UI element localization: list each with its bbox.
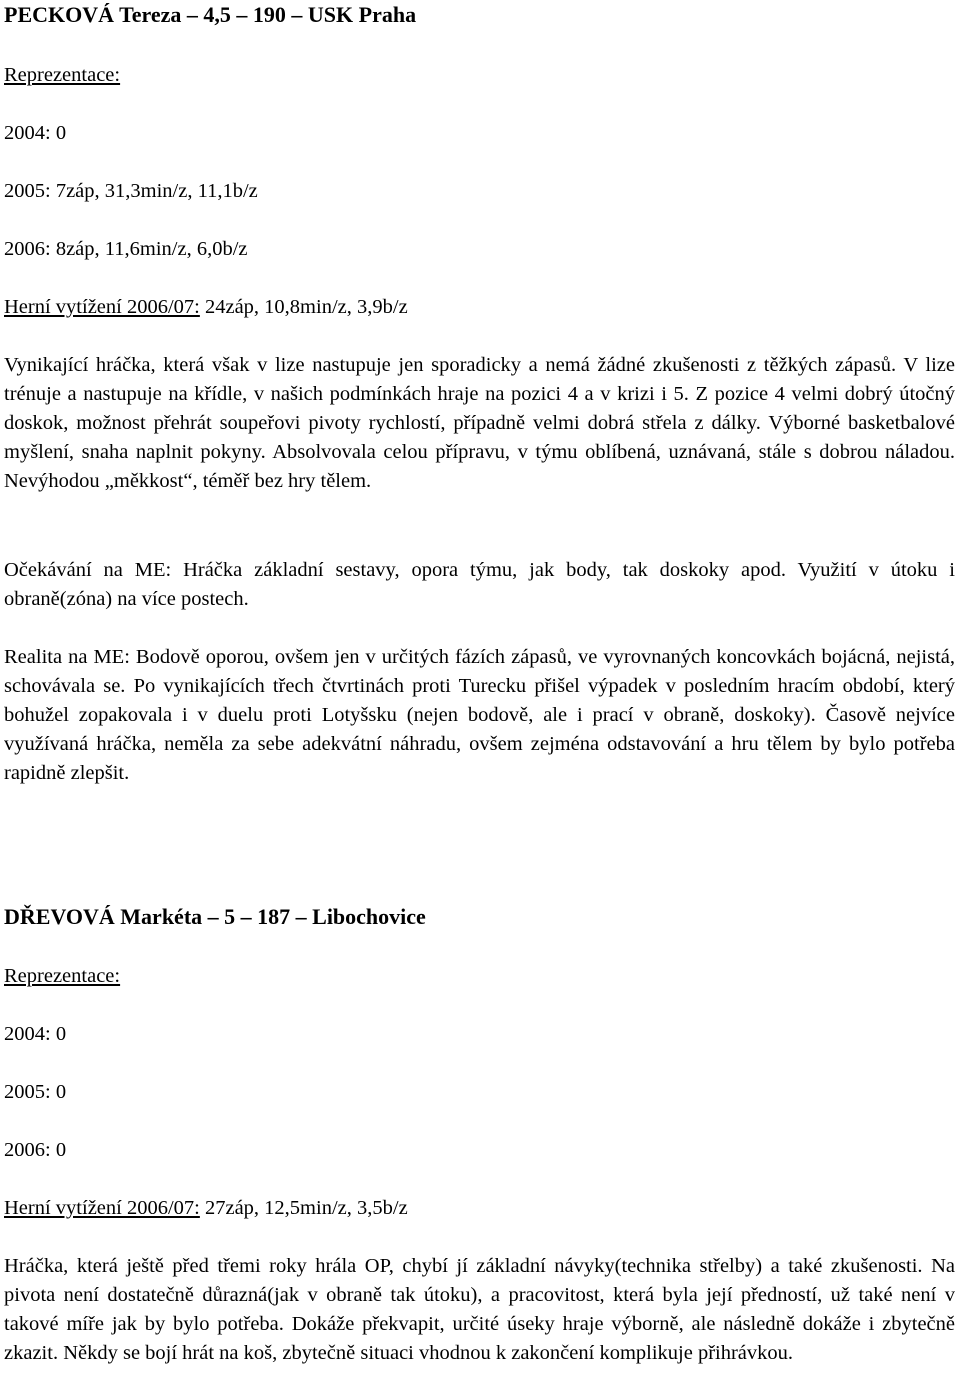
player1-description: Vynikající hráčka, která však v lize nastupuje jen sporadicky a nemá žádné zkušenosti z těžkých zápasů. V lize trénuje a nastupuje na křídle, v našich podmínkách hraje na pozici 4 a v krizi i 5. Z pozice 4 velmi dobrý útočný doskok, možnost přehrát soupeřovi pivoty rychlostí, případně velmi dobrá střela z dálky. Výborné basketbalové myšlení, snaha naplnit pokyny. Absolvovala celou přípravu, v týmu oblíbená, uznávaná, stále s dobrou náladou. Nevýhodou „měkkost“, téměř bez hry tělem. bbox=[4, 354, 955, 492]
player1-heading: PECKOVÁ Tereza – 4,5 – 190 – USK Praha bbox=[4, 2, 417, 27]
player1-ocekavani: Očekávání na ME: Hráčka základní sestavy, opora týmu, jak body, tak doskoky apod. Využití v útoku i obraně(zóna) na více postech. bbox=[4, 559, 955, 610]
player2-description: Hráčka, která ještě před třemi roky hrála OP, chybí jí základní návyky(technika střelby) a také zkušenosti. Na pivota není dostatečně důrazná(jak v obraně tak útoku), a pracovitost, která byla její předností, už také není v takové míře jak by bylo potřeba. Dokáže překvapit, určité úseky hraje výborně, ale následně dokáže i zbytečně zkazit. Někdy se bojí hrát na koš, zbytečně situaci vhodnou k zakončení komplikuje přihrávkou. bbox=[4, 1255, 955, 1364]
player1-realita: Realita na ME: Bodově oporou, ovšem jen v určitých fázích zápasů, ve vyrovnaných koncovkách bojácná, nejistá, schovávala se. Po vynikajících třech čtvrtinách proti Turecku přišel výpadek v posledním hracím období, který bohužel zopakovala i v duelu proti Lotyšsku (nejen bodově, ale i prací v obraně, doskoky). Časově nejvíce využívaná hráčka, neměla za sebe adekvátní náhradu, ovšem zejména odstavování a hru tělem by bylo potřeba rapidně zlepšit. bbox=[4, 646, 955, 784]
player2-herni-value: 27záp, 12,5min/z, 3,5b/z bbox=[199, 1197, 408, 1219]
player1-herni-label: Herní vytížení 2006/07: bbox=[4, 296, 200, 318]
player1-year-2006: 2006: 8záp, 11,6min/z, 6,0b/z bbox=[4, 238, 248, 260]
player2-year-2005: 2005: 0 bbox=[4, 1081, 67, 1103]
player1-herni-value: 24záp, 10,8min/z, 3,9b/z bbox=[199, 296, 408, 318]
player1-year-2005: 2005: 7záp, 31,3min/z, 11,1b/z bbox=[4, 180, 258, 202]
player2-year-2006: 2006: 0 bbox=[4, 1139, 67, 1161]
player2-heading: DŘEVOVÁ Markéta – 5 – 187 – Libochovice bbox=[4, 904, 426, 929]
player1-herni-vytizeni bbox=[4, 293, 408, 322]
player2-herni-label: Herní vytížení 2006/07: bbox=[4, 1197, 200, 1219]
player2-reprezentace-label: Reprezentace: bbox=[4, 965, 121, 987]
player2-herni-vytizeni bbox=[4, 1194, 408, 1223]
player2-year-2004: 2004: 0 bbox=[4, 1023, 67, 1045]
player1-year-2004: 2004: 0 bbox=[4, 122, 67, 144]
player1-reprezentace-label: Reprezentace: bbox=[4, 64, 121, 86]
